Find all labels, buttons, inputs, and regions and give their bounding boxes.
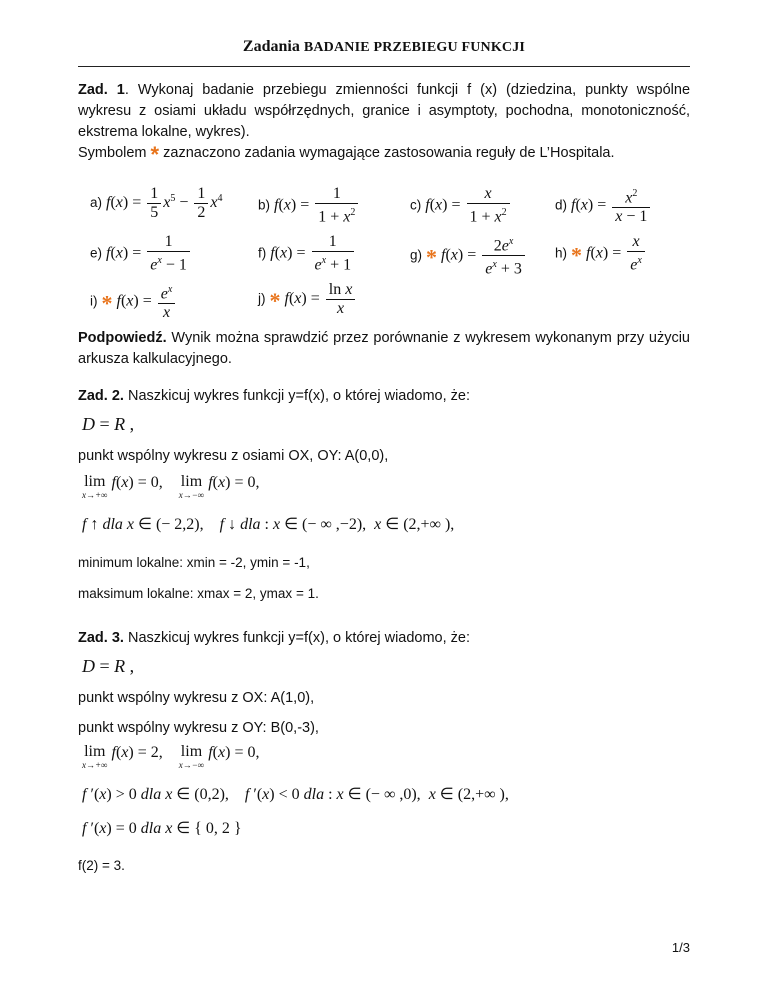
zad2-min-text: minimum lokalne: xmin = -2, ymin = -1, [78, 555, 310, 570]
zad2-intersection-text: punkt wspólny wykresu z osiami OX, OY: A(0,0), [78, 448, 389, 464]
formula-g: g) * f(x) = $\frac{2e^x}{e^x + 3}$ [410, 233, 527, 279]
zad2-intersection [78, 446, 690, 467]
zad1-paragraph [78, 80, 690, 143]
formula-c: c) f(x) = $\frac{x}{1 + x^2}$ [410, 185, 512, 226]
page-title [0, 38, 768, 56]
zad2-text: Naszkicuj wykres funkcji y=f(x), o której wiadomo, że: [123, 388, 471, 404]
item-a-label: a) [90, 195, 103, 211]
hint-text: Wynik można sprawdzić przez porównanie z wykresem wykonanym przy użyciu arkusza kalkulacyjnego. [78, 330, 690, 367]
item-j-label: j) [258, 291, 266, 307]
asterisk-icon: * [571, 242, 583, 268]
zad3-derivative-zero: f ′(x) = 0 dla x ∈ { 0, 2 } [82, 820, 242, 837]
zad2-domain: D = R , [82, 414, 135, 434]
zad3-paragraph [78, 628, 690, 649]
page-number: 1/3 [671, 940, 690, 955]
zad3-derivative-sign: f ′(x) > 0 dla x ∈ (0,2), f ′(x) < 0 dla : x ∈ (− ∞ ,0), x ∈ (2,+∞ ), [82, 786, 509, 803]
title-caps: BADANIE PRZEBIEGU FUNKCJI [303, 40, 526, 55]
zad1-star-note [78, 142, 690, 167]
formula-d: d) f(x) = $\frac{x^2}{x - 1}$ [555, 185, 652, 226]
zad3-ox [78, 688, 690, 709]
zad1-text: . Wykonaj badanie przebiegu zmienności funkcji f (x) (dziedzina, punkty wspólne wykresu z osiami układu współrzędnych, granice i asymptoty, pochodna, monotoniczność, ekstrema lokalne, wykres). [78, 82, 691, 140]
hint-paragraph [78, 328, 690, 370]
formula-e: e) f(x) = $\frac{1}{e^x - 1}$ [90, 233, 192, 274]
zad3-domain: D = R , [82, 656, 135, 676]
zad2-max [78, 583, 690, 604]
zad2-paragraph [78, 386, 690, 407]
asterisk-icon: * [269, 288, 281, 314]
item-e-label: e) [90, 245, 103, 261]
title-lead: Zadania [242, 38, 300, 55]
asterisk-icon: * [426, 244, 438, 270]
item-b-label: b) [258, 197, 271, 213]
formula-a: a) f(x) = $\frac{1}{5}$ $x^5$ − $\frac{1}{2}$ $x^4$ [90, 185, 223, 221]
zad2-monotonicity: f ↑ dla x ∈ (− 2,2), f ↓ dla : x ∈ (− ∞ ,−2), x ∈ (2,+∞ ), [82, 516, 455, 533]
star-note-after: zaznaczono zadania wymagające zastosowania reguły de L’Hospitala. [163, 145, 615, 161]
hint-label: Podpowiedź. [78, 330, 167, 346]
zad1-label: Zad. 1 [78, 82, 125, 98]
zad2-limits: lim x→+∞ f(x) = 0, lim x→−∞ f(x) = 0, [82, 473, 260, 500]
formula-i: i) * f(x) = $\frac{e^x}{x}$ [90, 281, 177, 322]
formula-f: f) f(x) = $\frac{1}{e^x + 1}$ [258, 233, 356, 274]
zad3-label: Zad. 3. [78, 630, 124, 646]
zad2-max-text: maksimum lokalne: xmax = 2, ymax = 1. [78, 586, 319, 601]
title-rule [78, 66, 690, 67]
formula-h: h) * f(x) = $\frac{x}{e^x}$ [555, 233, 647, 274]
zad3-text: Naszkicuj wykres funkcji y=f(x), o której wiadomo, że: [123, 630, 471, 646]
zad3-f2 [78, 855, 690, 876]
zad3-ox-text: punkt wspólny wykresu z OX: A(1,0), [78, 690, 315, 706]
formula-j: j) * f(x) = $\frac{\text{ln x}}{x}$ [258, 281, 357, 318]
formula-b: b) f(x) = $\frac{1}{1 + x^2}$ [258, 185, 360, 226]
zad3-oy-text: punkt wspólny wykresu z OY: B(0,-3), [78, 720, 319, 736]
zad3-oy [78, 718, 690, 739]
item-g-label: g) [410, 247, 423, 263]
zad3-f2-text: f(2) = 3. [78, 858, 125, 873]
zad3-limits: lim x→+∞ f(x) = 2, lim x→−∞ f(x) = 0, [82, 743, 260, 770]
item-d-label: d) [555, 197, 568, 213]
zad2-label: Zad. 2. [78, 388, 124, 404]
asterisk-icon: * [101, 290, 113, 316]
item-c-label: c) [410, 197, 422, 213]
item-h-label: h) [555, 245, 568, 261]
asterisk-icon: * [150, 142, 160, 167]
item-i-label: i) [90, 293, 98, 309]
zad2-min [78, 552, 690, 573]
item-f-label: f) [258, 245, 267, 261]
star-note-before: Symbolem [78, 145, 147, 161]
